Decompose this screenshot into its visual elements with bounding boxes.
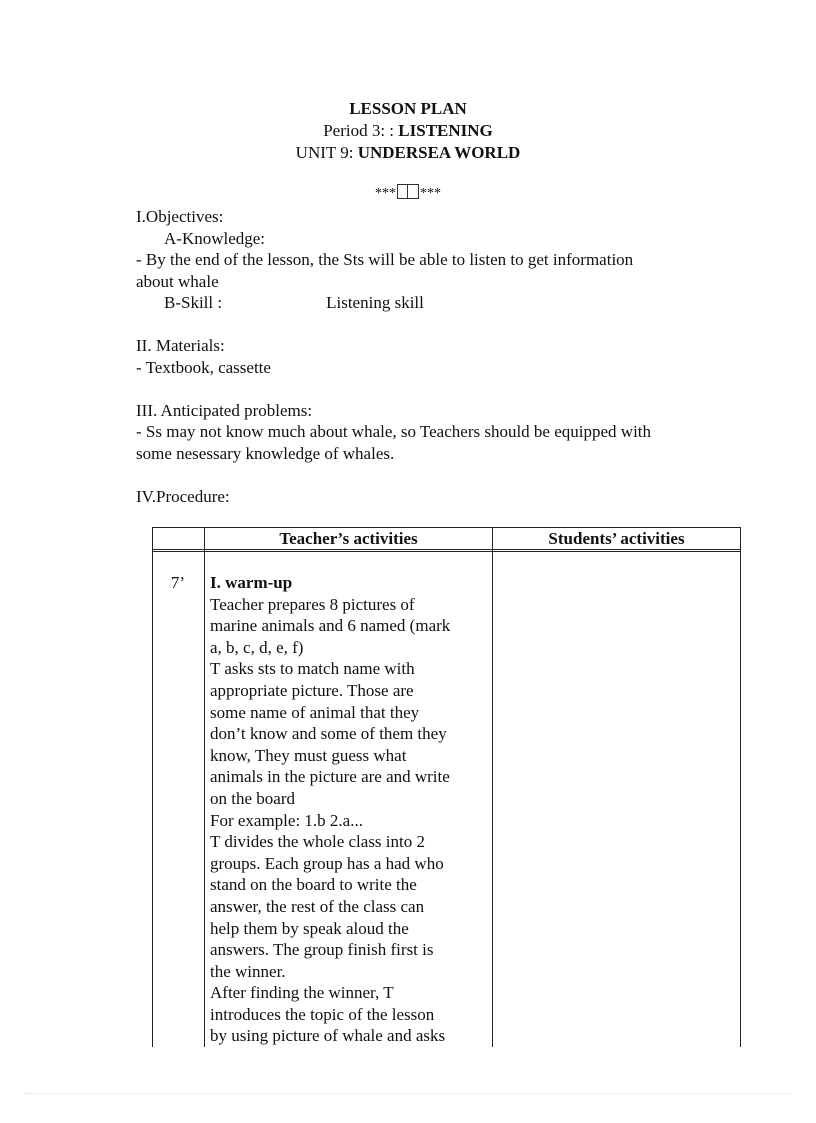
teacher-line: For example: 1.b 2.a... bbox=[210, 810, 363, 830]
teacher-line: Teacher prepares 8 pictures of bbox=[210, 594, 415, 614]
teacher-line: After finding the winner, T bbox=[210, 983, 394, 1003]
teacher-line: the winner. bbox=[210, 961, 286, 981]
teacher-line: answers. The group finish first is bbox=[210, 940, 434, 960]
page-bottom-divider bbox=[24, 1093, 792, 1094]
teacher-line: by using picture of whale and asks bbox=[210, 1026, 446, 1046]
teacher-line: don’t know and some of them they bbox=[210, 724, 447, 744]
column-header-students: Students’ activities bbox=[548, 529, 685, 548]
period-prefix: Period 3: : bbox=[323, 121, 399, 140]
stars-left: *** bbox=[375, 186, 396, 201]
teacher-line: animals in the picture are and write bbox=[210, 767, 450, 787]
knowledge-label: A-Knowledge: bbox=[164, 228, 266, 248]
problems-text-2: some nesessary knowledge of whales. bbox=[136, 443, 395, 463]
document-title: LESSON PLAN bbox=[349, 99, 467, 118]
lesson-body bbox=[136, 206, 736, 507]
teacher-line: stand on the board to write the bbox=[210, 875, 417, 895]
teacher-line: help them by speak aloud the bbox=[210, 918, 409, 938]
stage-heading: I. warm-up bbox=[210, 573, 293, 592]
teacher-line: some name of animal that they bbox=[210, 702, 420, 722]
procedure-table bbox=[152, 527, 741, 1047]
unit-name: UNDERSEA WORLD bbox=[357, 143, 521, 162]
procedure-heading: IV.Procedure: bbox=[136, 486, 230, 506]
period-topic: LISTENING bbox=[398, 121, 493, 140]
materials-heading: II. Materials: bbox=[136, 336, 225, 355]
skill-line bbox=[136, 292, 736, 314]
students-activities-cell bbox=[492, 551, 741, 1047]
teacher-line: groups. Each group has a had who bbox=[210, 853, 444, 873]
decorative-divider bbox=[0, 184, 816, 203]
teacher-line: a, b, c, d, e, f) bbox=[210, 637, 304, 657]
materials-text: - Textbook, cassette bbox=[136, 357, 271, 377]
teacher-line: answer, the rest of the class can bbox=[210, 896, 425, 916]
teacher-line: introduces the topic of the lesson bbox=[210, 1004, 435, 1024]
row-time: 7’ bbox=[170, 573, 186, 592]
book-icon bbox=[397, 184, 419, 199]
column-header-teacher: Teacher’s activities bbox=[279, 529, 418, 548]
document-header bbox=[0, 98, 816, 164]
teacher-line: T asks sts to match name with bbox=[210, 659, 415, 679]
period-line bbox=[0, 120, 816, 142]
teacher-line: T divides the whole class into 2 bbox=[210, 832, 425, 852]
unit-line bbox=[0, 142, 816, 164]
problems-text: - Ss may not know much about whale, so Teachers should be equipped with bbox=[136, 422, 652, 441]
knowledge-text-2: about whale bbox=[136, 271, 219, 291]
unit-prefix: UNIT 9: bbox=[295, 143, 358, 162]
skill-value: Listening skill bbox=[326, 293, 424, 312]
teacher-line: on the board bbox=[210, 788, 295, 808]
problems-heading: III. Anticipated problems: bbox=[136, 400, 313, 420]
objectives-heading: I.Objectives: bbox=[136, 207, 224, 226]
teacher-line: appropriate picture. Those are bbox=[210, 680, 414, 700]
column-header-time bbox=[152, 528, 204, 549]
teacher-line: marine animals and 6 named (mark bbox=[210, 616, 451, 636]
skill-label: B-Skill : bbox=[164, 293, 223, 312]
stars-right: *** bbox=[420, 186, 441, 201]
knowledge-text: - By the end of the lesson, the Sts will be able to listen to get information bbox=[136, 250, 634, 269]
teacher-activities-cell bbox=[210, 572, 490, 1047]
teacher-line: know, They must guess what bbox=[210, 745, 407, 765]
